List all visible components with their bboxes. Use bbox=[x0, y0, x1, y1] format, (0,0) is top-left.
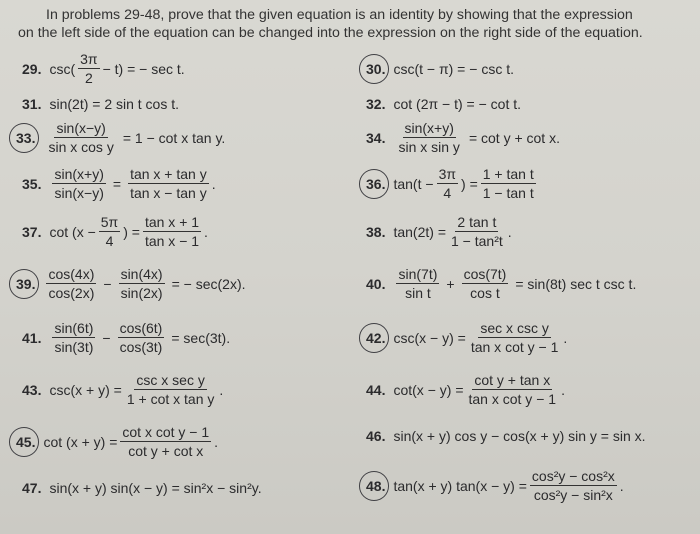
numerator: 1 + tan t bbox=[482, 166, 534, 182]
problem-39 bbox=[16, 266, 246, 301]
fraction bbox=[469, 320, 561, 355]
lhs-suffix: ) = bbox=[123, 223, 140, 240]
denominator: sin(x−y) bbox=[54, 185, 104, 201]
problem-number: 32. bbox=[366, 96, 386, 112]
problem-34 bbox=[366, 120, 560, 155]
instructions-line-1: In problems 29-48, prove that the given equation is an identity by showing that the expression bbox=[46, 7, 633, 23]
problem-number: 47. bbox=[22, 480, 42, 496]
lhs: cot(x − y) = bbox=[393, 381, 464, 398]
numerator: 3π bbox=[438, 166, 457, 182]
problem-number: 42. bbox=[366, 329, 386, 346]
equation: sin(x + y) cos y − cos(x + y) sin y = sin x. bbox=[393, 428, 646, 444]
denominator: sin x sin y bbox=[398, 139, 460, 155]
fraction bbox=[120, 424, 211, 459]
denominator: sin t bbox=[405, 285, 431, 301]
fraction bbox=[530, 468, 617, 503]
numerator: cos(4x) bbox=[48, 266, 95, 282]
equation: cot (2π − t) = − cot t. bbox=[393, 96, 522, 112]
problem-29 bbox=[22, 51, 185, 86]
numerator: sec x csc y bbox=[480, 320, 549, 336]
equation: csc(t − π) = − csc t. bbox=[393, 61, 514, 77]
numerator: 2 tan t bbox=[457, 214, 497, 230]
rhs: = cot y + cot x. bbox=[468, 129, 560, 146]
denominator: 1 − tan t bbox=[482, 185, 534, 201]
problem-number: 40. bbox=[366, 275, 386, 292]
period: . bbox=[563, 329, 568, 346]
problem-31 bbox=[22, 96, 179, 112]
lhs-prefix: cot (x − bbox=[49, 223, 96, 240]
problem-number: 46. bbox=[366, 428, 386, 444]
denominator: sin(2x) bbox=[120, 285, 163, 301]
denominator: 4 bbox=[105, 233, 114, 249]
fraction-left bbox=[52, 166, 105, 201]
problem-number: 38. bbox=[366, 223, 386, 240]
denominator: tan x cot y − 1 bbox=[470, 339, 559, 355]
denominator: 1 + cot x tan y bbox=[126, 391, 215, 407]
problem-number: 31. bbox=[22, 96, 42, 112]
denominator: tan x − tan y bbox=[130, 185, 207, 201]
lhs-prefix: tan(t − bbox=[393, 175, 434, 192]
lhs-suffix: − t) = − sec t. bbox=[102, 60, 185, 77]
problem-number: 39. bbox=[16, 275, 36, 292]
instructions bbox=[18, 6, 694, 42]
problem-46 bbox=[366, 428, 646, 444]
numerator: 5π bbox=[100, 214, 119, 230]
problem-32 bbox=[366, 96, 521, 112]
problem-number: 36. bbox=[366, 175, 386, 192]
numerator: sin(x−y) bbox=[56, 120, 106, 136]
problem-number: 43. bbox=[22, 381, 42, 398]
numerator: sin(6t) bbox=[54, 320, 94, 336]
problem-45 bbox=[16, 424, 218, 459]
rhs: = − sec(2x). bbox=[171, 275, 246, 292]
denominator: cot y + cot x bbox=[128, 443, 204, 459]
problem-number: 29. bbox=[22, 60, 42, 77]
problem-47 bbox=[22, 480, 262, 496]
lhs: cot (x + y) = bbox=[43, 433, 118, 450]
rhs: = 1 − cot x tan y. bbox=[122, 129, 226, 146]
problem-number: 33. bbox=[16, 129, 36, 146]
fraction-right bbox=[462, 266, 509, 301]
period: . bbox=[561, 381, 565, 398]
period: . bbox=[219, 381, 224, 398]
numerator: 3π bbox=[80, 51, 98, 67]
problem-48 bbox=[366, 468, 624, 503]
rhs: = sec(3t). bbox=[171, 329, 231, 346]
problem-35 bbox=[22, 166, 216, 201]
equation: sin(x + y) sin(x − y) = sin²x − sin²y. bbox=[49, 480, 262, 496]
fraction bbox=[467, 372, 559, 407]
lhs: tan(2t) = bbox=[393, 223, 446, 240]
problem-42 bbox=[366, 320, 567, 355]
minus-sign: − bbox=[102, 329, 111, 346]
equation: sin(2t) = 2 sin t cos t. bbox=[49, 96, 180, 112]
period: . bbox=[619, 477, 624, 494]
minus-sign: − bbox=[103, 275, 112, 292]
lhs: tan(x + y) tan(x − y) = bbox=[393, 477, 527, 494]
numerator: sin(x+y) bbox=[54, 166, 104, 182]
fraction-left bbox=[396, 266, 439, 301]
problem-number: 34. bbox=[366, 129, 386, 146]
denominator: cos(3t) bbox=[119, 339, 163, 355]
denominator: cos t bbox=[470, 285, 500, 301]
lhs-prefix: csc( bbox=[49, 60, 76, 77]
denominator: 4 bbox=[443, 185, 452, 201]
numerator: cot x cot y − 1 bbox=[122, 424, 210, 440]
fraction-right bbox=[128, 166, 209, 201]
problem-number: 35. bbox=[22, 175, 42, 192]
numerator: sin(4x) bbox=[120, 266, 163, 282]
numerator: tan x + tan y bbox=[130, 166, 207, 182]
fraction bbox=[125, 372, 217, 407]
problem-number: 37. bbox=[22, 223, 42, 240]
numerator: sin(x+y) bbox=[404, 120, 454, 136]
problem-43 bbox=[22, 372, 223, 407]
fraction-right bbox=[119, 266, 165, 301]
problem-number: 48. bbox=[366, 477, 386, 494]
denominator: cos(2x) bbox=[48, 285, 95, 301]
numerator: sin(7t) bbox=[398, 266, 438, 282]
problem-number: 44. bbox=[366, 381, 386, 398]
problem-37 bbox=[22, 214, 208, 249]
fraction bbox=[46, 120, 115, 155]
rhs: = sin(8t) sec t csc t. bbox=[515, 275, 637, 292]
problem-36 bbox=[366, 166, 539, 201]
fraction-angle bbox=[99, 214, 120, 249]
denominator: tan x cot y − 1 bbox=[468, 391, 557, 407]
fraction bbox=[449, 214, 505, 249]
period: . bbox=[214, 433, 219, 450]
numerator: cos(6t) bbox=[119, 320, 163, 336]
period: . bbox=[507, 223, 512, 240]
numerator: cos(7t) bbox=[463, 266, 507, 282]
problem-40 bbox=[366, 266, 636, 301]
problem-number: 30. bbox=[366, 61, 386, 77]
denominator: cos²y − sin²x bbox=[533, 487, 613, 503]
fraction-left bbox=[52, 320, 95, 355]
denominator: 2 bbox=[84, 70, 93, 86]
fraction bbox=[396, 120, 461, 155]
problem-41 bbox=[22, 320, 230, 355]
numerator: cot y + tan x bbox=[474, 372, 551, 388]
denominator: sin(3t) bbox=[54, 339, 94, 355]
equals-sign: = bbox=[112, 175, 122, 192]
instructions-line-2: on the left side of the equation can be changed into the expression on the right side of the equation. bbox=[18, 25, 643, 41]
numerator: csc x sec y bbox=[136, 372, 205, 388]
problem-number: 41. bbox=[22, 329, 42, 346]
fraction-right bbox=[481, 166, 536, 201]
fraction-angle bbox=[437, 166, 458, 201]
plus-sign: + bbox=[446, 275, 455, 292]
problem-number: 45. bbox=[16, 433, 36, 450]
fraction-right bbox=[118, 320, 165, 355]
fraction-left bbox=[46, 266, 96, 301]
problem-38 bbox=[366, 214, 512, 249]
problem-30 bbox=[366, 61, 514, 77]
numerator: cos²y − cos²x bbox=[531, 468, 615, 484]
period: . bbox=[204, 223, 208, 240]
lhs: csc(x − y) = bbox=[393, 329, 466, 346]
lhs-suffix: ) = bbox=[461, 175, 478, 192]
numerator: tan x + 1 bbox=[144, 214, 200, 230]
problem-44 bbox=[366, 372, 565, 407]
denominator: tan x − 1 bbox=[144, 233, 200, 249]
denominator: sin x cos y bbox=[48, 139, 114, 155]
period: . bbox=[211, 175, 216, 192]
lhs: csc(x + y) = bbox=[49, 381, 122, 398]
problem-33 bbox=[16, 120, 225, 155]
fraction bbox=[78, 51, 99, 86]
denominator: 1 − tan²t bbox=[451, 233, 503, 249]
fraction-right bbox=[143, 214, 201, 249]
